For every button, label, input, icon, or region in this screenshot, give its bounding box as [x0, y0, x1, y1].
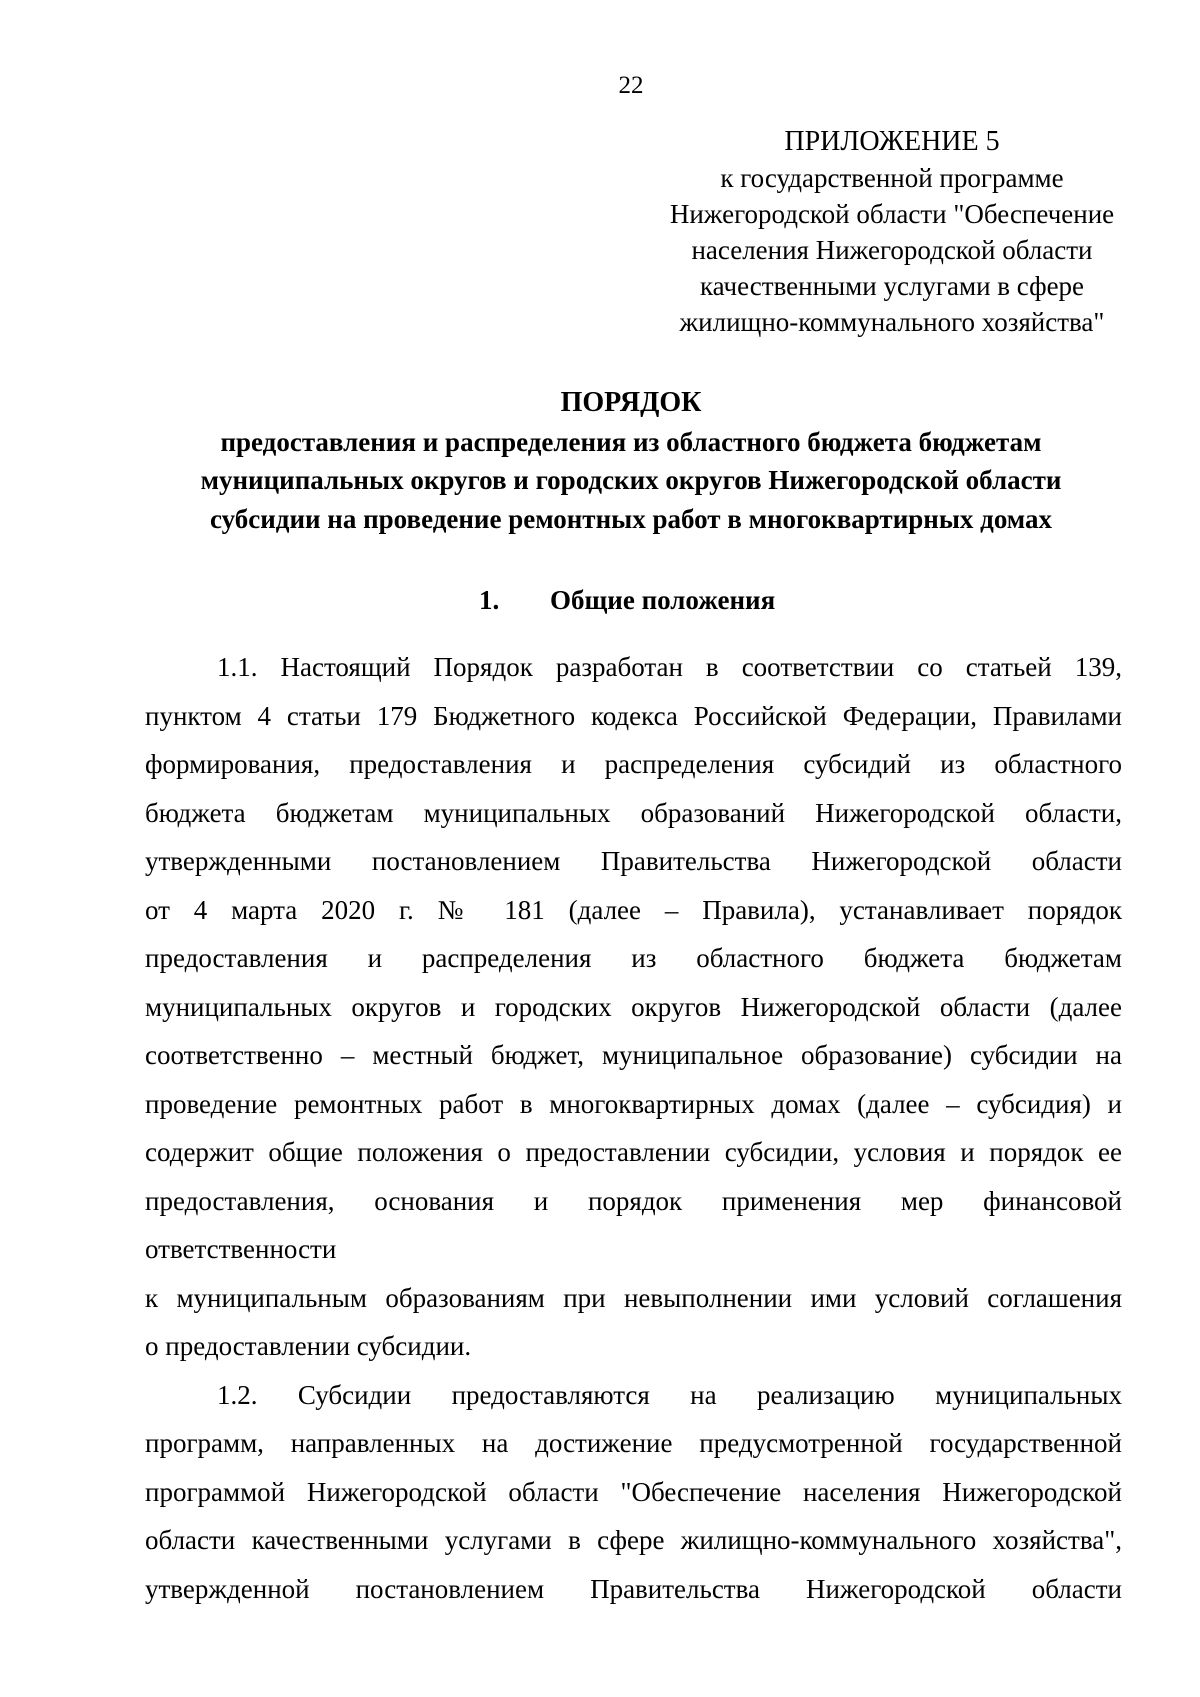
paragraph-1-1	[145, 643, 1122, 1371]
appendix-line: качественными услугами в сфере	[699, 271, 1085, 301]
paragraph-line: предоставления и распределения из областного бюджета бюджетам	[145, 943, 1122, 973]
paragraph-1-2	[145, 1371, 1122, 1614]
paragraph-line: программ, направленных на достижение предусмотренной государственной	[145, 1428, 1122, 1458]
paragraph-line: бюджета бюджетам муниципальных образований Нижегородской области,	[145, 797, 1122, 828]
section-number: 1.	[479, 585, 500, 615]
paragraph-line: утвержденной постановлением Правительства Нижегородской области	[145, 1573, 1122, 1604]
paragraph-line: муниципальных округов и городских округов Нижегородской области (далее	[145, 991, 1122, 1022]
appendix-line: к государственной программе	[720, 163, 1064, 193]
paragraph-line: ответственности	[145, 1234, 337, 1264]
paragraph-line: 1.2. Субсидии предоставляются на реализацию муниципальных	[217, 1379, 1122, 1410]
appendix-line: жилищно-коммунального хозяйства"	[679, 307, 1105, 337]
appendix-line: населения Нижегородской области	[691, 235, 1093, 265]
appendix-header	[636, 124, 1148, 340]
paragraph-line: проведение ремонтных работ в многоквартирных домах (далее – субсидия) и	[145, 1088, 1122, 1119]
document-title-line: субсидии на проведение ремонтных работ в многоквартирных домах	[209, 503, 1053, 534]
document-title-line: муниципальных округов и городских округов Нижегородской области	[200, 465, 1062, 495]
paragraph-line: 1.1. Настоящий Порядок разработан в соответствии со статьей 139,	[217, 652, 1122, 682]
document-title-line: предоставления и распределения из областного бюджета бюджетам	[220, 426, 1042, 457]
paragraph-line: о предоставлении субсидии.	[145, 1331, 472, 1361]
paragraph-line: программой Нижегородской области "Обеспечение населения Нижегородской	[145, 1476, 1122, 1507]
document-title	[100, 384, 1162, 538]
paragraph-line: от 4 марта 2020 г. № 181 (далее – Правила), устанавливает порядок	[145, 894, 1122, 925]
paragraph-line: области качественными услугами в сфере жилищно-коммунального хозяйства",	[145, 1525, 1122, 1555]
paragraph-line: пунктом 4 статьи 179 Бюджетного кодекса Российской Федерации, Правилами	[145, 700, 1122, 731]
paragraph-line: соответственно – местный бюджет, муниципальное образование) субсидии на	[145, 1040, 1122, 1070]
paragraph-line: к муниципальным образованиям при невыполнении ими условий соглашения	[145, 1282, 1122, 1313]
appendix-title: ПРИЛОЖЕНИЕ 5	[784, 126, 1000, 157]
paragraph-line: утвержденными постановлением Правительства Нижегородской области	[145, 846, 1122, 876]
page-number: 22	[618, 72, 644, 99]
paragraph-line: содержит общие положения о предоставлении субсидии, условия и порядок ее	[145, 1137, 1122, 1167]
document-title-main: ПОРЯДОК	[560, 387, 702, 418]
section-title: Общие положения	[550, 585, 776, 615]
appendix-line: Нижегородской области "Обеспечение	[669, 199, 1115, 229]
paragraph-line: формирования, предоставления и распределения субсидий из областного	[145, 749, 1122, 779]
body-text	[145, 643, 1122, 1613]
paragraph-line: предоставления, основания и порядок применения мер финансовой	[145, 1185, 1122, 1216]
